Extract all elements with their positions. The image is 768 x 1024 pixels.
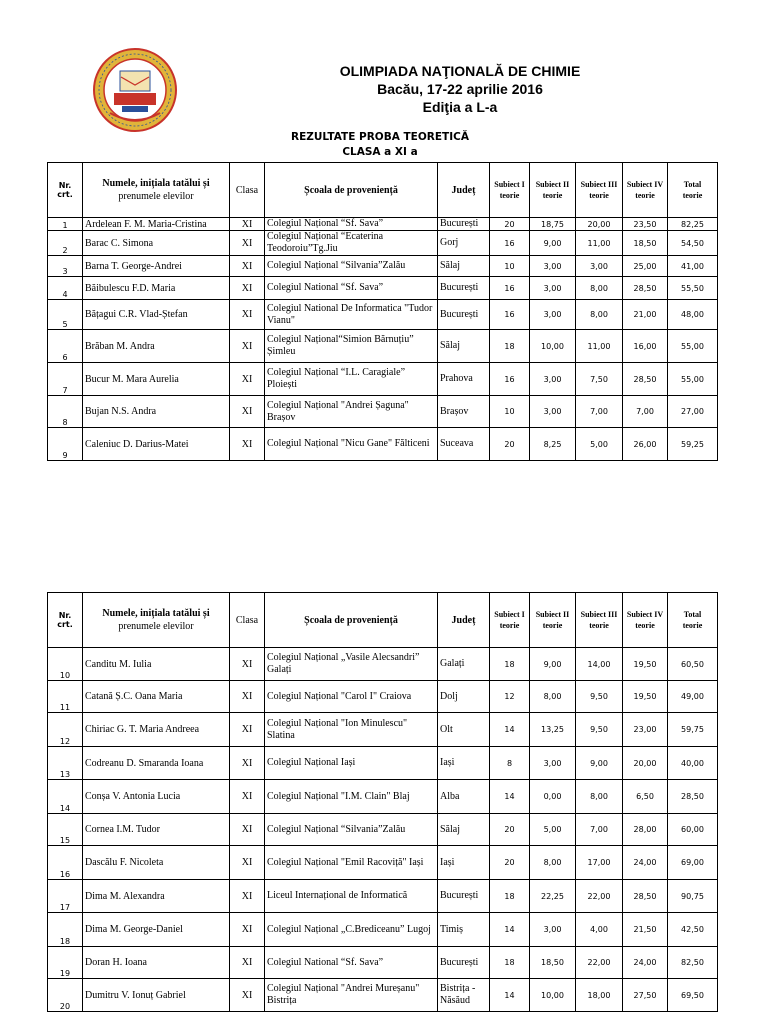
col-total-line1: Total: [683, 610, 702, 619]
subject4-score-cell: 28,50: [623, 363, 668, 396]
subject3-score-cell: 11,00: [576, 330, 623, 363]
class-cell: XI: [230, 947, 265, 979]
col-s2-line2: teorie: [542, 191, 563, 200]
student-name-cell: Dumitru V. Ionuț Gabriel: [83, 979, 230, 1012]
col-s3-line2: teorie: [589, 191, 609, 200]
subject1-score-cell: 10: [490, 396, 530, 428]
county-cell: Suceava: [438, 428, 490, 461]
student-name-cell: Ardelean F. M. Maria-Cristina: [83, 218, 230, 231]
subject1-score-cell: 14: [490, 913, 530, 947]
total-score-cell: 55,00: [668, 330, 718, 363]
subject1-score-cell: 16: [490, 277, 530, 300]
col-nr-header: Nr. crt.: [48, 593, 83, 648]
subject4-score-cell: 23,50: [623, 218, 668, 231]
col-s2-line1: Subiect II: [535, 610, 570, 619]
school-cell: Colegiul Național „Vasile Alecsandri” Galați: [265, 648, 438, 681]
student-name-cell: Brăban M. Andra: [83, 330, 230, 363]
table-header-row: [48, 163, 718, 218]
county-cell: Gorj: [438, 231, 490, 256]
nr-cell: 14: [48, 780, 83, 814]
table-row: [48, 256, 718, 277]
subject2-score-cell: 10,00: [530, 979, 576, 1012]
student-name-cell: Dascălu F. Nicoleta: [83, 846, 230, 880]
col-total-line2: teorie: [682, 191, 703, 200]
subject2-score-cell: 8,25: [530, 428, 576, 461]
student-name-cell: Canditu M. Iulia: [83, 648, 230, 681]
school-cell: Colegiul Național “Sf. Sava”: [265, 218, 438, 231]
nr-cell: 8: [48, 396, 83, 428]
col-clasa-header: Clasa: [230, 593, 265, 648]
subject3-score-cell: 8,00: [576, 780, 623, 814]
subject4-score-cell: 19,50: [623, 648, 668, 681]
subject3-score-cell: 9,50: [576, 713, 623, 747]
location-dates: Bacău, 17-22 aprilie 2016: [377, 81, 543, 97]
county-cell: București: [438, 218, 490, 231]
col-s1-line1: Subiect I: [494, 180, 525, 189]
county-cell: Timiș: [438, 913, 490, 947]
subject4-score-cell: 27,50: [623, 979, 668, 1012]
subject1-score-cell: 10: [490, 256, 530, 277]
col-total-header: [668, 163, 718, 218]
subject4-score-cell: 28,50: [623, 880, 668, 913]
subject3-score-cell: 22,00: [576, 947, 623, 979]
total-score-cell: 82,25: [668, 218, 718, 231]
subject1-score-cell: 18: [490, 880, 530, 913]
subject2-score-cell: 3,00: [530, 913, 576, 947]
student-name-cell: Dima M. George-Daniel: [83, 913, 230, 947]
nr-cell: 3: [48, 256, 83, 277]
subject4-score-cell: 19,50: [623, 681, 668, 713]
school-cell: Colegiul National “Sf. Sava”: [265, 277, 438, 300]
school-cell: Colegiul National “Sf. Sava”: [265, 947, 438, 979]
nr-cell: 16: [48, 846, 83, 880]
total-score-cell: 60,00: [668, 814, 718, 846]
county-cell: București: [438, 947, 490, 979]
county-cell: Iași: [438, 846, 490, 880]
col-name-line1: Numele, inițiala tatălui și: [102, 178, 210, 189]
class-cell: XI: [230, 747, 265, 780]
school-cell: Colegiul Național“Simion Bărnuțiu” Șimleu: [265, 330, 438, 363]
table-row: [48, 363, 718, 396]
county-cell: București: [438, 300, 490, 330]
subject3-score-cell: 20,00: [576, 218, 623, 231]
subject1-score-cell: 20: [490, 428, 530, 461]
col-s4-line2: teorie: [635, 191, 655, 200]
col-name-line1: Numele, inițiala tatălui și: [102, 608, 210, 619]
class-cell: XI: [230, 846, 265, 880]
total-score-cell: 55,00: [668, 363, 718, 396]
county-cell: Galați: [438, 648, 490, 681]
student-name-cell: Chiriac G. T. Maria Andreea: [83, 713, 230, 747]
student-name-cell: Conșa V. Antonia Lucia: [83, 780, 230, 814]
school-cell: Colegiul Național “Ecaterina Teodoroiu”Tg.Jiu: [265, 231, 438, 256]
subject1-score-cell: 16: [490, 300, 530, 330]
subject1-score-cell: 18: [490, 330, 530, 363]
class-cell: XI: [230, 681, 265, 713]
col-name-header: [83, 163, 230, 218]
table-row: [48, 277, 718, 300]
page-title: OLIMPIADA NAŢIONALĂ DE CHIMIE: [339, 63, 581, 79]
subject4-score-cell: 21,50: [623, 913, 668, 947]
county-cell: Dolj: [438, 681, 490, 713]
subject4-score-cell: 24,00: [623, 846, 668, 880]
subject1-score-cell: 16: [490, 231, 530, 256]
total-score-cell: 40,00: [668, 747, 718, 780]
class-cell: XI: [230, 979, 265, 1012]
nr-cell: 19: [48, 947, 83, 979]
nr-cell: 20: [48, 979, 83, 1012]
col-s4-line2: teorie: [635, 621, 655, 630]
school-cell: Colegiul Național "Carol I" Craiova: [265, 681, 438, 713]
county-cell: Alba: [438, 780, 490, 814]
table-row: [48, 979, 718, 1012]
table-row: [48, 330, 718, 363]
col-s1-line2: teorie: [499, 191, 520, 200]
col-name-header: [83, 593, 230, 648]
county-cell: Prahova: [438, 363, 490, 396]
subject3-score-cell: 4,00: [576, 913, 623, 947]
col-judet-header: Județ: [438, 593, 490, 648]
nr-cell: 13: [48, 747, 83, 780]
nr-cell: 4: [48, 277, 83, 300]
class-cell: XI: [230, 330, 265, 363]
class-cell: XI: [230, 428, 265, 461]
subject2-score-cell: 9,00: [530, 648, 576, 681]
subject2-score-cell: 5,00: [530, 814, 576, 846]
subject2-score-cell: 3,00: [530, 256, 576, 277]
student-name-cell: Catană Ș.C. Oana Maria: [83, 681, 230, 713]
subject2-score-cell: 22,25: [530, 880, 576, 913]
col-s3-line1: Subiect III: [580, 180, 618, 189]
col-name-line2: prenumele elevilor: [118, 191, 194, 202]
student-name-cell: Codreanu D. Smaranda Ioana: [83, 747, 230, 780]
total-score-cell: 60,50: [668, 648, 718, 681]
subject1-score-cell: 12: [490, 681, 530, 713]
col-s3-header: [576, 593, 623, 648]
subject2-score-cell: 10,00: [530, 330, 576, 363]
school-cell: Colegiul Național "Andrei Șaguna" Brașov: [265, 396, 438, 428]
subject4-score-cell: 26,00: [623, 428, 668, 461]
class-cell: XI: [230, 363, 265, 396]
total-score-cell: 49,00: [668, 681, 718, 713]
subject1-score-cell: 14: [490, 780, 530, 814]
subject4-score-cell: 18,50: [623, 231, 668, 256]
col-s3-line1: Subiect III: [580, 610, 618, 619]
school-cell: Colegiul Național “Silvania”Zalău: [265, 256, 438, 277]
subject2-score-cell: 8,00: [530, 846, 576, 880]
results-table-1: [47, 162, 718, 461]
col-s2-header: [530, 163, 576, 218]
county-cell: Olt: [438, 713, 490, 747]
subject4-score-cell: 16,00: [623, 330, 668, 363]
total-score-cell: 42,50: [668, 913, 718, 947]
total-score-cell: 59,75: [668, 713, 718, 747]
subject4-score-cell: 21,00: [623, 300, 668, 330]
col-s4-line1: Subiect IV: [626, 180, 664, 189]
col-name-line2: prenumele elevilor: [118, 621, 194, 632]
student-name-cell: Barac C. Simona: [83, 231, 230, 256]
nr-cell: 2: [48, 231, 83, 256]
school-cell: Colegiul National De Informatica "Tudor Vianu": [265, 300, 438, 330]
table-row: [48, 846, 718, 880]
col-s2-header: [530, 593, 576, 648]
student-name-cell: Barna T. George-Andrei: [83, 256, 230, 277]
subject3-score-cell: 9,00: [576, 747, 623, 780]
subject1-score-cell: 14: [490, 979, 530, 1012]
subject2-score-cell: 18,75: [530, 218, 576, 231]
school-cell: Colegiul Național "Ion Minulescu" Slatina: [265, 713, 438, 747]
school-cell: Colegiul Național „C.Brediceanu” Lugoj: [265, 913, 438, 947]
subject4-score-cell: 20,00: [623, 747, 668, 780]
results-table-2: [47, 592, 718, 1012]
col-s1-header: [490, 593, 530, 648]
subject3-score-cell: 17,00: [576, 846, 623, 880]
school-cell: Liceul Internațional de Informatică: [265, 880, 438, 913]
student-name-cell: Doran H. Ioana: [83, 947, 230, 979]
student-name-cell: Bățagui C.R. Vlad-Ștefan: [83, 300, 230, 330]
col-total-line2: teorie: [682, 621, 703, 630]
student-name-cell: Băibulescu F.D. Maria: [83, 277, 230, 300]
col-s4-header: [623, 593, 668, 648]
nr-cell: 9: [48, 428, 83, 461]
total-score-cell: 69,00: [668, 846, 718, 880]
col-s1-header: [490, 163, 530, 218]
subject4-score-cell: 28,00: [623, 814, 668, 846]
county-cell: Sălaj: [438, 256, 490, 277]
nr-cell: 11: [48, 681, 83, 713]
table-row: [48, 814, 718, 846]
class-cell: XI: [230, 256, 265, 277]
subject3-score-cell: 14,00: [576, 648, 623, 681]
nr-cell: 6: [48, 330, 83, 363]
subject3-score-cell: 22,00: [576, 880, 623, 913]
table-row: [48, 428, 718, 461]
class-cell: XI: [230, 913, 265, 947]
nr-cell: 5: [48, 300, 83, 330]
total-score-cell: 27,00: [668, 396, 718, 428]
subject3-score-cell: 9,50: [576, 681, 623, 713]
table-row: [48, 713, 718, 747]
table-header-row: [48, 593, 718, 648]
subject2-score-cell: 3,00: [530, 277, 576, 300]
col-school-header: Școala de proveniență: [265, 163, 438, 218]
total-score-cell: 90,75: [668, 880, 718, 913]
class-cell: XI: [230, 231, 265, 256]
table-row: [48, 913, 718, 947]
subject3-score-cell: 8,00: [576, 300, 623, 330]
total-score-cell: 69,50: [668, 979, 718, 1012]
subject4-score-cell: 25,00: [623, 256, 668, 277]
subject4-score-cell: 23,00: [623, 713, 668, 747]
subject1-score-cell: 14: [490, 713, 530, 747]
total-score-cell: 54,50: [668, 231, 718, 256]
subject2-score-cell: 13,25: [530, 713, 576, 747]
col-clasa-header: Clasa: [230, 163, 265, 218]
subject2-score-cell: 3,00: [530, 396, 576, 428]
school-cell: Colegiul Național "Andrei Mureșanu" Bistrița: [265, 979, 438, 1012]
subject1-score-cell: 20: [490, 218, 530, 231]
nr-cell: 1: [48, 218, 83, 231]
col-s4-header: [623, 163, 668, 218]
col-s2-line1: Subiect II: [535, 180, 570, 189]
col-s2-line2: teorie: [542, 621, 563, 630]
subject1-score-cell: 16: [490, 363, 530, 396]
county-cell: Sălaj: [438, 330, 490, 363]
table-row: [48, 231, 718, 256]
nr-cell: 10: [48, 648, 83, 681]
nr-cell: 15: [48, 814, 83, 846]
student-name-cell: Bucur M. Mara Aurelia: [83, 363, 230, 396]
nr-cell: 12: [48, 713, 83, 747]
subject2-score-cell: 0,00: [530, 780, 576, 814]
table-row: [48, 648, 718, 681]
table-row: [48, 780, 718, 814]
subject1-score-cell: 20: [490, 814, 530, 846]
class-title: CLASA a XI a: [342, 146, 418, 158]
nr-cell: 18: [48, 913, 83, 947]
col-total-header: [668, 593, 718, 648]
student-name-cell: Cornea I.M. Tudor: [83, 814, 230, 846]
olympiad-seal-icon: [92, 47, 178, 133]
county-cell: Brașov: [438, 396, 490, 428]
subject1-score-cell: 8: [490, 747, 530, 780]
subject3-score-cell: 7,00: [576, 396, 623, 428]
school-cell: Colegiul Național "Emil Racoviță" Iași: [265, 846, 438, 880]
school-cell: Colegiul Național "Nicu Gane" Fălticeni: [265, 428, 438, 461]
subject3-score-cell: 7,50: [576, 363, 623, 396]
subject3-score-cell: 18,00: [576, 979, 623, 1012]
subject3-score-cell: 3,00: [576, 256, 623, 277]
table-row: [48, 396, 718, 428]
subject2-score-cell: 3,00: [530, 300, 576, 330]
col-judet-header: Județ: [438, 163, 490, 218]
class-cell: XI: [230, 396, 265, 428]
subject2-score-cell: 3,00: [530, 747, 576, 780]
subject4-score-cell: 6,50: [623, 780, 668, 814]
subject2-score-cell: 18,50: [530, 947, 576, 979]
results-title: REZULTATE PROBA TEORETICĂ: [291, 131, 469, 143]
edition: Ediţia a L-a: [422, 99, 498, 115]
col-s3-line2: teorie: [589, 621, 609, 630]
col-s3-header: [576, 163, 623, 218]
class-cell: XI: [230, 780, 265, 814]
nr-cell: 7: [48, 363, 83, 396]
class-cell: XI: [230, 880, 265, 913]
table-row: [48, 747, 718, 780]
class-cell: XI: [230, 218, 265, 231]
col-nr-header: Nr. crt.: [48, 163, 83, 218]
table-row: [48, 880, 718, 913]
subject3-score-cell: 11,00: [576, 231, 623, 256]
county-cell: Bistrița - Năsăud: [438, 979, 490, 1012]
subject1-score-cell: 18: [490, 648, 530, 681]
table-row: [48, 218, 718, 231]
county-cell: București: [438, 880, 490, 913]
class-cell: XI: [230, 713, 265, 747]
subject2-score-cell: 9,00: [530, 231, 576, 256]
class-cell: XI: [230, 814, 265, 846]
subject2-score-cell: 8,00: [530, 681, 576, 713]
county-cell: Sălaj: [438, 814, 490, 846]
subject1-score-cell: 18: [490, 947, 530, 979]
county-cell: Iași: [438, 747, 490, 780]
total-score-cell: 82,50: [668, 947, 718, 979]
class-cell: XI: [230, 277, 265, 300]
subject4-score-cell: 7,00: [623, 396, 668, 428]
col-school-header: Școala de proveniență: [265, 593, 438, 648]
school-cell: Colegiul Național “Silvania”Zalău: [265, 814, 438, 846]
total-score-cell: 28,50: [668, 780, 718, 814]
student-name-cell: Caleniuc D. Darius-Matei: [83, 428, 230, 461]
col-s1-line1: Subiect I: [494, 610, 525, 619]
student-name-cell: Bujan N.S. Andra: [83, 396, 230, 428]
school-cell: Colegiul Național “I.L. Caragiale” Ploiești: [265, 363, 438, 396]
subject2-score-cell: 3,00: [530, 363, 576, 396]
subject3-score-cell: 8,00: [576, 277, 623, 300]
total-score-cell: 59,25: [668, 428, 718, 461]
class-cell: XI: [230, 300, 265, 330]
subject4-score-cell: 24,00: [623, 947, 668, 979]
nr-cell: 17: [48, 880, 83, 913]
total-score-cell: 41,00: [668, 256, 718, 277]
school-cell: Colegiul Național Iași: [265, 747, 438, 780]
school-cell: Colegiul Național "I.M. Clain" Blaj: [265, 780, 438, 814]
table-row: [48, 300, 718, 330]
table-row: [48, 947, 718, 979]
total-score-cell: 48,00: [668, 300, 718, 330]
col-total-line1: Total: [683, 180, 702, 189]
subject3-score-cell: 7,00: [576, 814, 623, 846]
county-cell: București: [438, 277, 490, 300]
table-row: [48, 681, 718, 713]
class-cell: XI: [230, 648, 265, 681]
subject1-score-cell: 20: [490, 846, 530, 880]
student-name-cell: Dima M. Alexandra: [83, 880, 230, 913]
col-s4-line1: Subiect IV: [626, 610, 664, 619]
subject4-score-cell: 28,50: [623, 277, 668, 300]
col-s1-line2: teorie: [499, 621, 520, 630]
total-score-cell: 55,50: [668, 277, 718, 300]
subject3-score-cell: 5,00: [576, 428, 623, 461]
